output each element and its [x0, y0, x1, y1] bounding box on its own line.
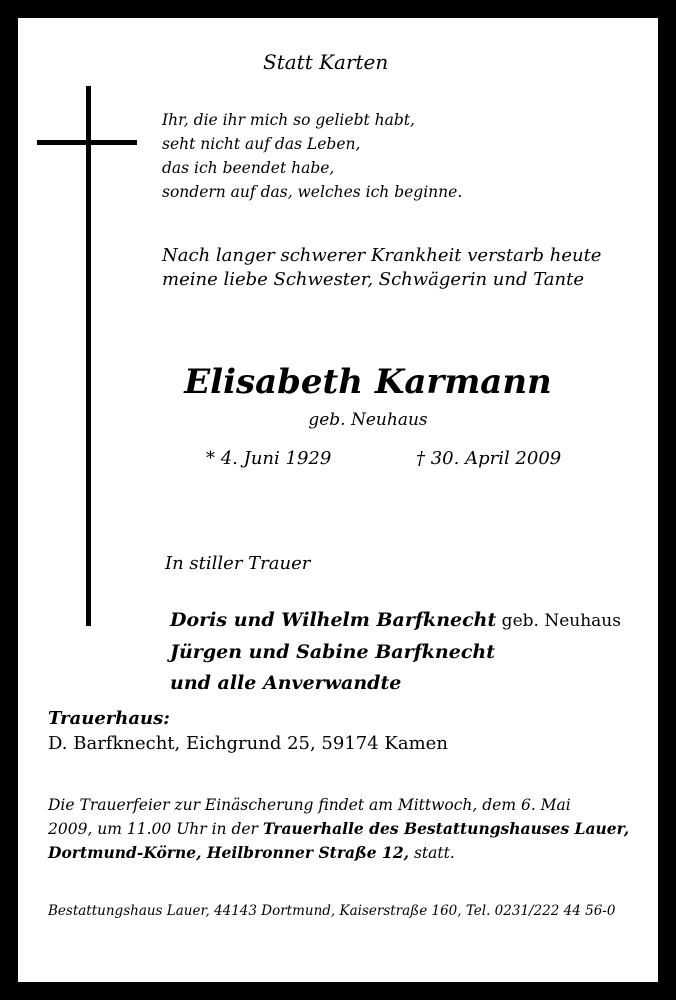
trauerhaus-label: Trauerhaus:	[48, 708, 170, 729]
family-line: und alle Anverwandte	[170, 672, 402, 694]
cross-vertical-bar	[86, 86, 91, 626]
intro-line: meine liebe Schwester, Schwägerin und Tante	[162, 269, 585, 290]
trauerhaus-address: D. Barfknecht, Eichgrund 25, 59174 Kamen	[48, 733, 448, 754]
intro-text	[162, 244, 601, 292]
family-maiden-name: geb. Neuhaus	[496, 611, 621, 631]
poem-line: sondern auf das, welches ich beginne.	[162, 183, 463, 201]
family-line	[170, 605, 621, 637]
maiden-name: geb. Neuhaus	[308, 410, 428, 430]
poem	[162, 108, 462, 204]
ceremony-line	[48, 817, 629, 841]
funeral-home-footer: Bestattungshaus Lauer, 44143 Dortmund, Kaiserstraße 160, Tel. 0231/222 44 56-0	[48, 903, 616, 919]
ceremony-venue: Trauerhalle des Bestattungshauses Lauer,	[262, 819, 630, 838]
deceased-name: Elisabeth Karmann	[184, 362, 552, 402]
ceremony-info	[48, 794, 629, 865]
ceremony-line: Die Trauerfeier zur Einäscherung findet am Mittwoch, dem 6. Mai	[48, 796, 571, 814]
mourning-phrase: In stiller Trauer	[165, 553, 311, 574]
intro-line: Nach langer schwerer Krankheit verstarb heute	[162, 245, 602, 266]
ceremony-line	[48, 841, 629, 865]
family-names: Doris und Wilhelm Barfknecht	[170, 609, 497, 631]
poem-line: das ich beendet habe,	[162, 159, 335, 177]
family-list	[170, 605, 621, 699]
ceremony-time: 2009, um 11.00 Uhr in der	[48, 820, 263, 838]
death-date: † 30. April 2009	[416, 448, 562, 469]
ceremony-address: Dortmund-Körne, Heilbronner Straße 12,	[48, 843, 410, 862]
birth-date: * 4. Juni 1929	[206, 448, 332, 469]
poem-line: seht nicht auf das Leben,	[162, 135, 361, 153]
header-text: Statt Karten	[263, 50, 389, 74]
cross-horizontal-bar	[37, 140, 137, 145]
ceremony-end: statt.	[409, 844, 455, 862]
poem-line: Ihr, die ihr mich so geliebt habt,	[162, 111, 415, 129]
family-line: Jürgen und Sabine Barfknecht	[170, 641, 495, 663]
